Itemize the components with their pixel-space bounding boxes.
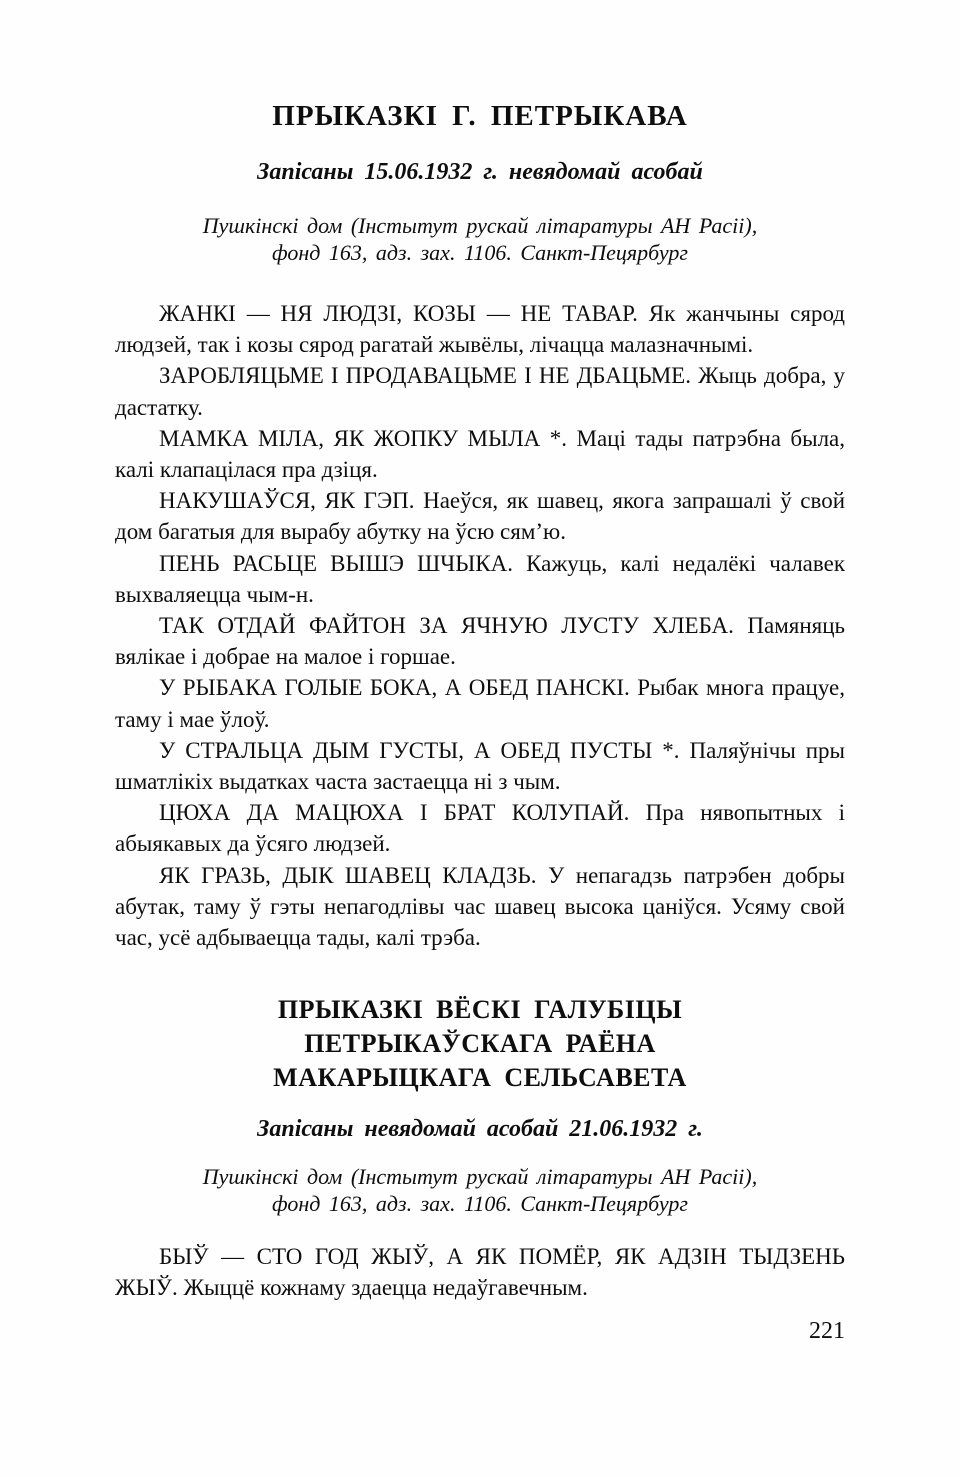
explanation-text: У непагадзь патрэбен добры абутак, таму ў гэты непагодлівы час шавец высока цаніўся. Усяму свой час, усё адбываецца тады, калі трэба. [115, 862, 845, 951]
section2-source-line2: фонд 163, адз. зах. 1106. Санкт-Пецярбург [272, 1191, 688, 1217]
proverb-text: ЦЮХА ДА МАЦЮХА І БРАТ КОЛУПАЙ. [159, 800, 630, 826]
proverb-text: ТАК ОТДАЙ ФАЙТОН ЗА ЯЧНУЮ ЛУСТУ ХЛЕБА. [159, 613, 734, 639]
explanation-text: Паляўнічы пры шматлікіх выдатках часта застаецца ні з чым. [115, 737, 845, 795]
section2-source-line1: Пушкінскі дом (Інстытут рускай літаратуры АН Расіі), [202, 1164, 758, 1190]
proverb-text: ЯК ГРАЗЬ, ДЫК ШАВЕЦ КЛАДЗЬ. [159, 862, 537, 888]
section1-source-line2: фонд 163, адз. зах. 1106. Санкт-Пецярбург [272, 240, 688, 265]
proverb-paragraph [115, 735, 845, 797]
explanation-text: Жыць добра, у дастатку. [115, 363, 845, 420]
explanation-text: Кажуць, калі недалёкі чалавек выхваляецца чым-н. [115, 550, 845, 607]
explanation-text: Пра нявопытных і абыякавых да ўсяго людзей. [115, 800, 846, 857]
section1-subtitle: Запісаны 15.06.1932 г. невядомай асобай [257, 159, 703, 185]
proverb-text: ПЕНЬ РАСЬЦЕ ВЫШЭ ШЧЫКА. [159, 550, 513, 576]
proverb-text: У СТРАЛЬЦА ДЫМ ГУСТЫ, А ОБЕД ПУСТЫ *. [159, 737, 680, 763]
section2-proverbs [115, 1241, 845, 1303]
proverb-paragraph [115, 1241, 845, 1303]
proverb-text: БЫЎ — СТО ГОД ЖЫЎ, А ЯК ПОМЁР, ЯК АДЗІН ТЫДЗЕНЬ ЖЫЎ. [115, 1244, 845, 1301]
proverb-text: ЖАНКІ — НЯ ЛЮДЗІ, КОЗЫ — НЕ ТАВАР. [159, 301, 638, 326]
proverb-text: ЗАРОБЛЯЦЬМЕ І ПРОДАВАЦЬМЕ І НЕ ДБАЦЬМЕ. [159, 363, 691, 389]
proverb-paragraph [115, 298, 845, 360]
section2-title-line1: ПРЫКАЗКІ ВЁСКІ ГАЛУБІЦЫ [277, 995, 683, 1025]
explanation-text: Наеўся, як шавец, якога запрашалі ў свой дом багатыя для вырабу абутку на ўсю сям’ю. [115, 488, 846, 545]
proverb-paragraph [115, 610, 845, 672]
proverb-text: У РЫБАКА ГОЛЫЕ БОКА, А ОБЕД ПАНСКІ. [159, 675, 630, 701]
explanation-text: Рыбак многа працуе, таму і мае ўлоў. [115, 675, 845, 732]
proverb-paragraph [115, 797, 845, 859]
page-number: 221 [809, 1317, 845, 1344]
section1-source-line1: Пушкінскі дом (Інстытут рускай літаратуры АН Расіі), [202, 213, 758, 238]
proverb-paragraph [115, 548, 845, 610]
proverb-text: НАКУШАЎСЯ, ЯК ГЭП. [159, 488, 415, 514]
section2-source [115, 1163, 845, 1217]
proverb-paragraph [115, 360, 845, 422]
explanation-text: Як жанчыны сярод людзей, так і козы сярод рагатай жывёлы, лічацца малазначнымі. [115, 301, 846, 358]
proverb-paragraph [115, 860, 845, 954]
section1-title: ПРЫКАЗКІ Г. ПЕТРЫКАВА [272, 100, 688, 132]
section2-title [115, 993, 845, 1095]
proverb-paragraph [115, 672, 845, 734]
explanation-text: Жыццё кожнаму здаецца недаўгавечным. [183, 1275, 588, 1301]
section2-subtitle: Запісаны невядомай асобай 21.06.1932 г. [257, 1116, 703, 1143]
explanation-text: Памяняць вялікае і добрае на малое і горшае. [115, 613, 846, 670]
proverb-text: МАМКА МІЛА, ЯК ЖОПКУ МЫЛА *. [159, 425, 568, 451]
proverb-paragraph [115, 423, 845, 485]
section1-source [115, 212, 845, 266]
section2-title-line2: ПЕТРЫКАЎСКАГА РАЁНА [304, 1029, 656, 1059]
section1-proverbs [115, 298, 845, 953]
explanation-text: Маці тады патрэбна была, калі клапацілася пра дзіця. [115, 425, 846, 483]
proverb-paragraph [115, 485, 845, 547]
section2-title-line3: МАКАРЫЦКАГА СЕЛЬСАВЕТА [273, 1063, 687, 1093]
